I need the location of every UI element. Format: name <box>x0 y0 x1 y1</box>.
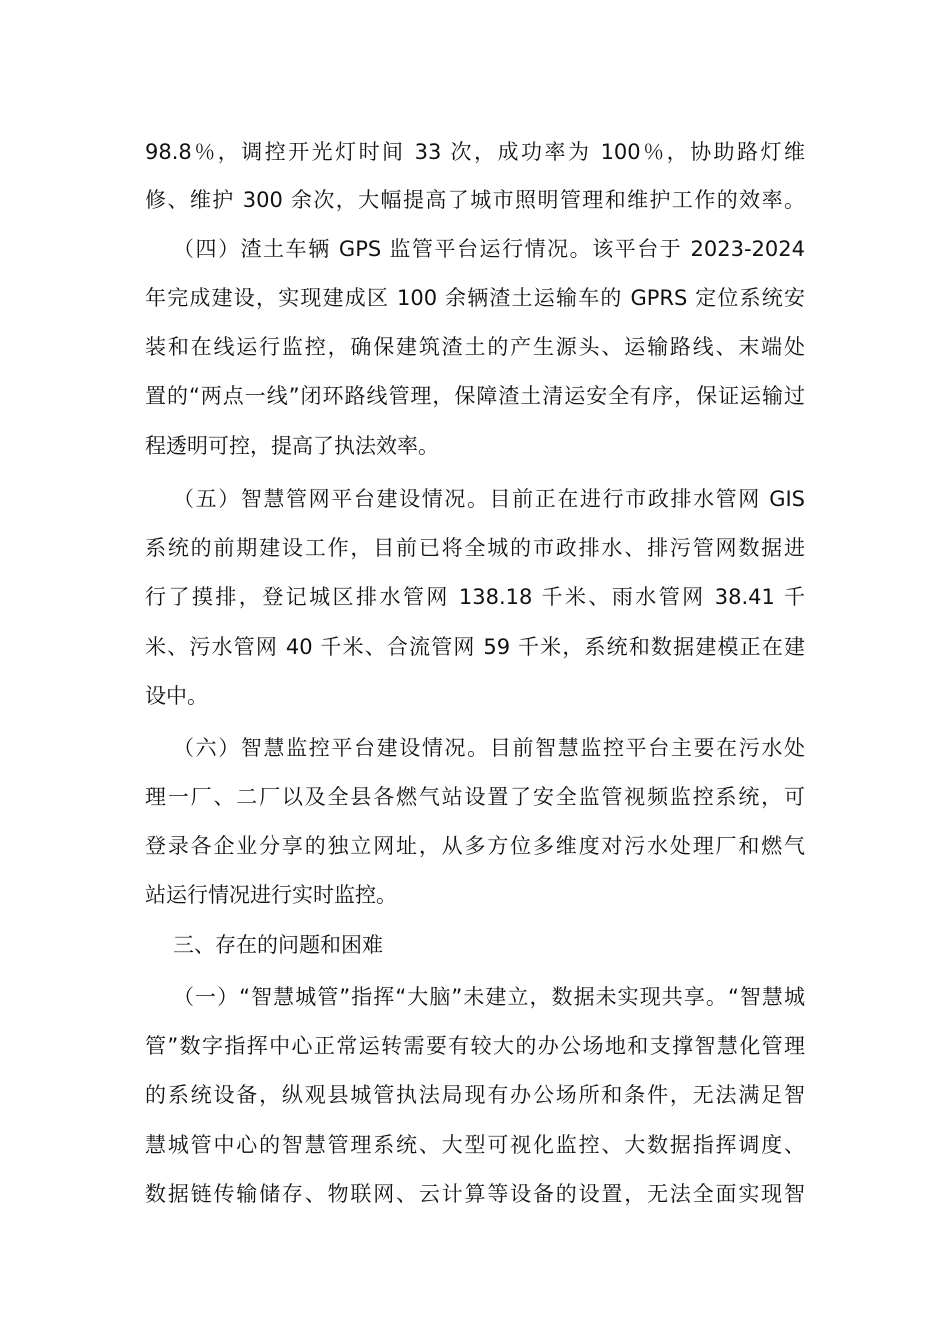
text-line: （六）智慧监控平台建设情况。目前智慧监控平台主要在污水处 <box>173 736 805 760</box>
section-heading: 三、存在的问题和困难 <box>173 933 383 957</box>
text-line: 数据链传输储存、物联网、云计算等设备的设置，无法全面实现智 <box>145 1182 805 1206</box>
text-line: 置的“两点一线”闭环路线管理，保障渣土清运安全有序，保证运输过 <box>145 384 805 408</box>
text-line: 慧城管中心的智慧管理系统、大型可视化监控、大数据指挥调度、 <box>145 1133 805 1157</box>
text-line: 米、污水管网 40 千米、合流管网 59 千米，系统和数据建模正在建 <box>145 635 805 659</box>
text-line: （四）渣土车辆 GPS 监管平台运行情况。该平台于 2023-2024 <box>173 237 805 261</box>
text-line: （五）智慧管网平台建设情况。目前正在进行市政排水管网 GIS <box>173 487 805 511</box>
text-line: 登录各企业分享的独立网址，从多方位多维度对污水处理厂和燃气 <box>145 834 805 858</box>
text-line: 装和在线运行监控，确保建筑渣土的产生源头、运输路线、末端处 <box>145 335 805 359</box>
text-line: 理一厂、二厂以及全县各燃气站设置了安全监管视频监控系统，可 <box>145 785 805 809</box>
text-line: 的系统设备，纵观县城管执法局现有办公场所和条件，无法满足智 <box>145 1083 805 1107</box>
text-line: 设中。 <box>145 684 208 708</box>
text-line: （一）“智慧城管”指挥“大脑”未建立，数据未实现共享。“智慧城 <box>173 985 805 1009</box>
text-line: 年完成建设，实现建成区 100 余辆渣土运输车的 GPRS 定位系统安 <box>145 286 805 310</box>
text-line: 站运行情况进行实时监控。 <box>145 883 397 907</box>
text-line: 修、维护 300 余次，大幅提高了城市照明管理和维护工作的效率。 <box>145 188 805 212</box>
text-line: 系统的前期建设工作，目前已将全城的市政排水、排污管网数据进 <box>145 536 805 560</box>
text-line: 行了摸排，登记城区排水管网 138.18 千米、雨水管网 38.41 千 <box>145 585 805 609</box>
text-line: 98.8％，调控开光灯时间 33 次，成功率为 100％，协助路灯维 <box>145 140 805 164</box>
text-line: 管”数字指挥中心正常运转需要有较大的办公场地和支撑智慧化管理 <box>145 1034 805 1058</box>
text-line: 程透明可控，提高了执法效率。 <box>145 434 439 458</box>
